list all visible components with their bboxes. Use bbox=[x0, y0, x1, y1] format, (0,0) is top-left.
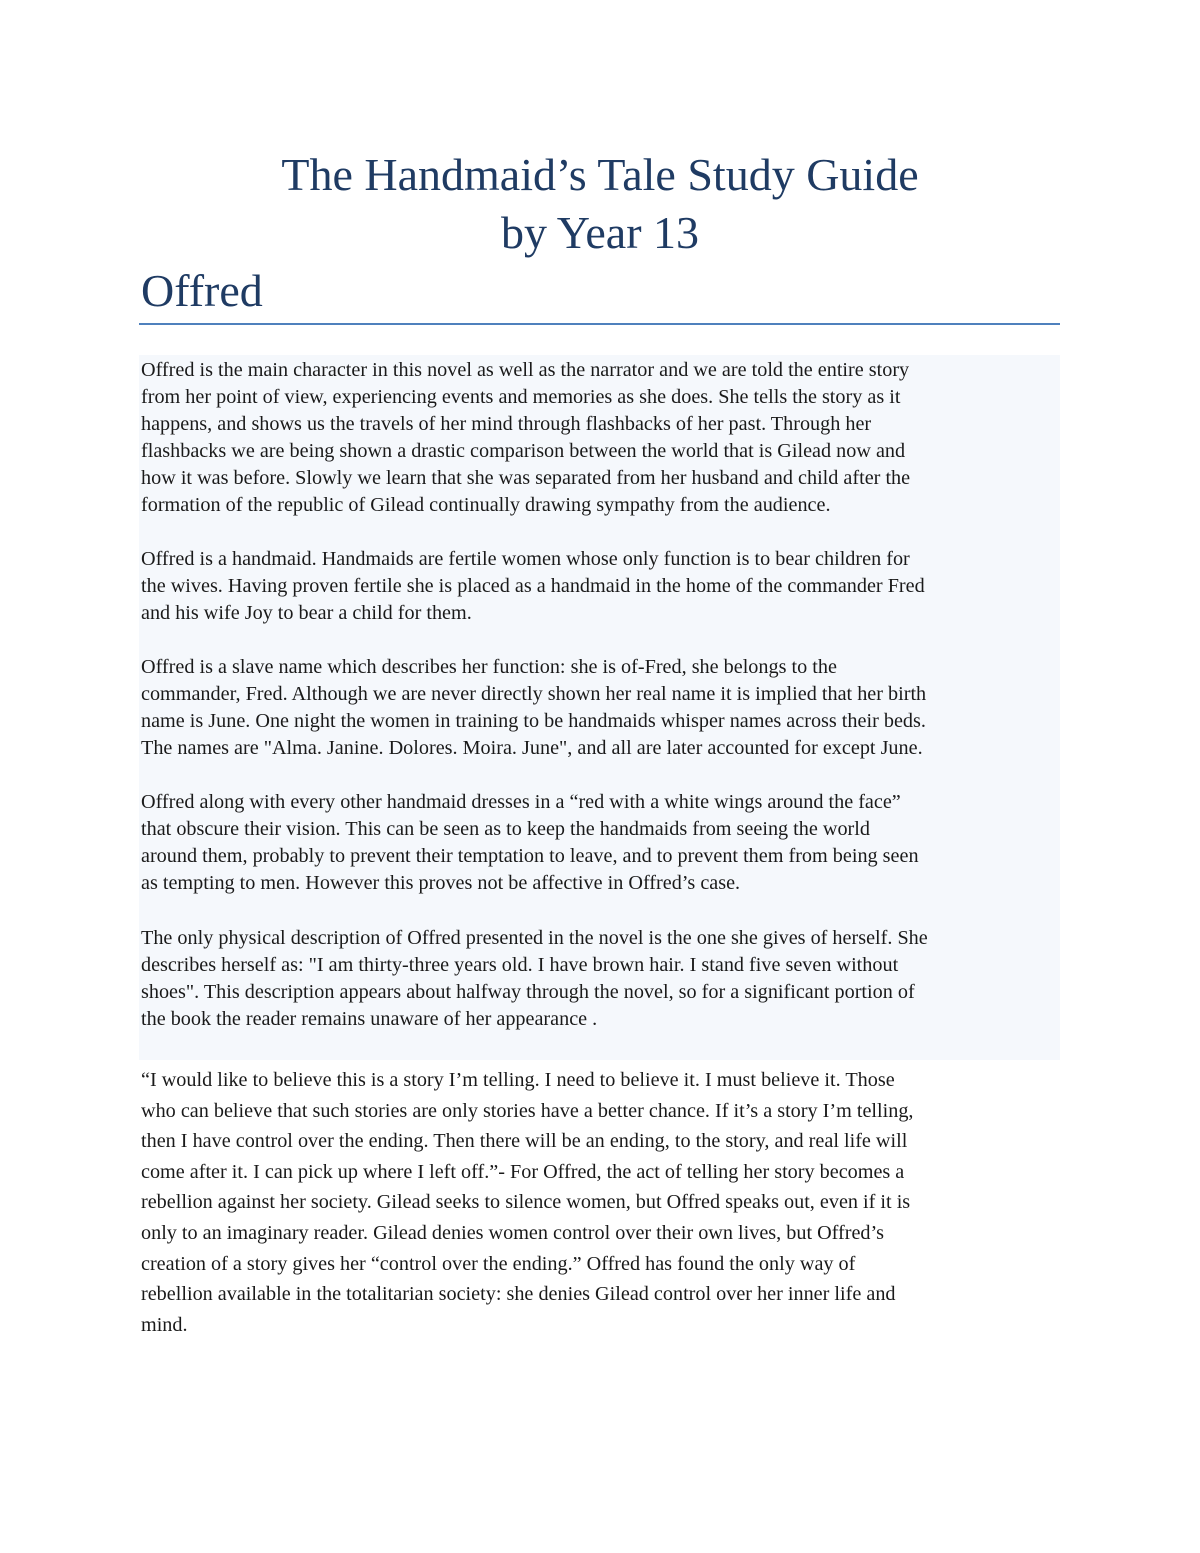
paragraph-slave-name: Offred is a slave name which describes her function: she is of-Fred, she belongs to the commander, Fred. Although we are never directly shown her real name it is implied that her birth name is June. One night the women in training to be handmaids whisper names across their beds. The names are "Alma. Janine. Dolores. Moira. June", and all are later accounted for except June. bbox=[141, 656, 927, 759]
paragraph-quote: “I would like to believe this is a story I’m telling. I need to believe it. I must believe it. Those who can believe that such stories are only stories have a better chance. If it’s a story I’m telling, then I have control over the ending. Then there will be an ending, to the story, and real life will come after it. I can pick up where I left off.”- For Offred, the act of telling her story becomes a rebellion against her society. Gilead seeks to silence women, but Offred speaks out, even if it is only to an imaginary reader. Gilead denies women control over their own lives, but Offred’s creation of a story gives her “control over the ending.” Offred has found the only way of rebellion available in the totalitarian society: she denies Gilead control over her inner life and mind. bbox=[141, 1069, 914, 1336]
paragraph-handmaid: Offred is a handmaid. Handmaids are fertile women whose only function is to bear children for the wives. Having proven fertile she is placed as a handmaid in the home of the commander Fred and his wife Joy to bear a child for them. bbox=[141, 548, 925, 624]
paragraph-narrator: Offred is the main character in this novel as well as the narrator and we are told the entire story from her point of view, experiencing events and memories as she does. She tells the story as it happens, and shows us the travels of her mind through flashbacks of her past. Through her flashbacks we are being shown a drastic comparison between the world that is Gilead now and how it was before. Slowly we learn that she was separated from her husband and child after the formation of the republic of Gilead continually drawing sympathy from the audience. bbox=[141, 359, 911, 516]
paragraph-dress: Offred along with every other handmaid dresses in a “red with a white wings around the face” that obscure their vision. This can be seen as to keep the handmaids from seeing the world around them, probably to prevent their temptation to leave, and to prevent them from being seen as tempting to men. However this proves not be affective in Offred’s case. bbox=[141, 791, 919, 894]
document-subtitle: by Year 13 bbox=[500, 207, 700, 258]
document-title: The Handmaid’s Tale Study Guide bbox=[281, 149, 919, 200]
paragraph-description: The only physical description of Offred presented in the novel is the one she gives of herself. She describes herself as: "I am thirty-three years old. I have brown hair. I stand five seven without shoes". This description appears about halfway through the novel, so for a significant portion of the book the reader remains unaware of her appearance . bbox=[141, 927, 928, 1030]
heading-divider bbox=[139, 323, 1060, 325]
section-heading-offred: Offred bbox=[141, 265, 263, 316]
